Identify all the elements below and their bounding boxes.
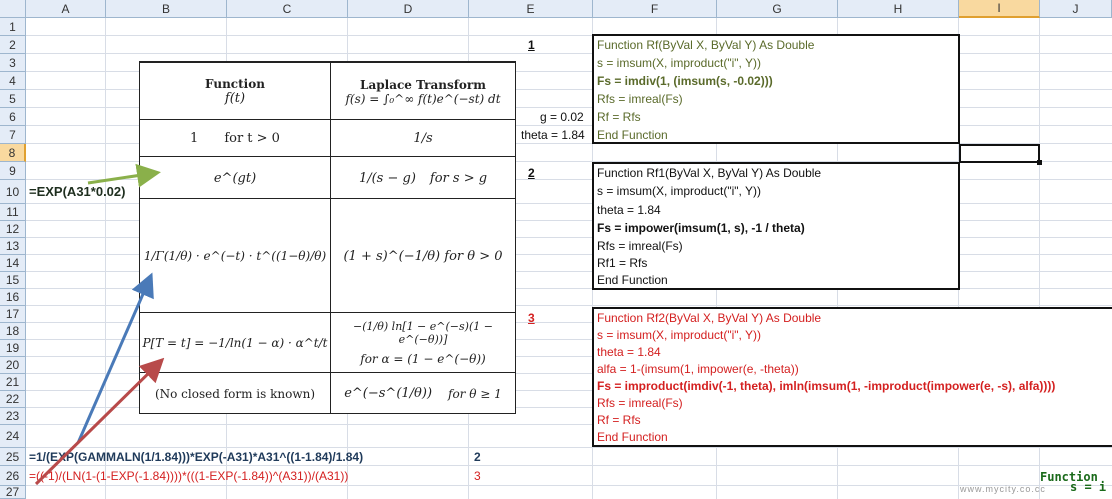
row1-transform: 1/s — [413, 131, 433, 146]
corner-code-line-2: s = i — [1070, 480, 1107, 494]
row4-function: P[T = t] = −1/ln(1 − α) · α^t/t — [142, 336, 328, 350]
row-header-16[interactable]: 16 — [0, 289, 26, 306]
row-header-2[interactable]: 2 — [0, 36, 26, 54]
code3-line-6: Rfs = imreal(Fs) — [597, 396, 683, 410]
col-header-f[interactable]: F — [593, 0, 717, 18]
row-header-11[interactable]: 11 — [0, 204, 26, 221]
code2-line-2: s = imsum(X, improduct("i", Y)) — [597, 184, 761, 198]
row-header-26[interactable]: 26 — [0, 466, 26, 486]
row5-transform: e^(−s^(1/θ)) — [344, 386, 433, 401]
code3-line-3: theta = 1.84 — [597, 345, 661, 359]
code1-line-5: Rf = Rfs — [597, 110, 641, 124]
code2-line-7: End Function — [597, 273, 668, 287]
row2-transform-cond: for s > g — [429, 170, 488, 186]
col-header-c[interactable]: C — [227, 0, 348, 18]
header-function-title: Function — [205, 77, 265, 91]
row-header-5[interactable]: 5 — [0, 90, 26, 108]
row-header-13[interactable]: 13 — [0, 238, 26, 255]
row-header-17[interactable]: 17 — [0, 306, 26, 323]
row-header-12[interactable]: 12 — [0, 221, 26, 238]
row-header-15[interactable]: 15 — [0, 272, 26, 289]
header-function-expr: f(t) — [224, 91, 246, 106]
code3-line-1: Function Rf2(ByVal X, ByVal Y) As Double — [597, 311, 822, 325]
corner-code-snippet — [1040, 470, 1106, 494]
row2-function: e^(gt) — [213, 170, 257, 186]
cell-e7-theta[interactable]: theta = 1.84 — [521, 128, 585, 142]
row-header-20[interactable]: 20 — [0, 357, 26, 374]
cell-e26-label[interactable]: 3 — [474, 469, 481, 483]
red-arrow — [36, 362, 160, 484]
row4-transform: −(1/θ) ln[1 − e^(−s)(1 − e^(−θ))] — [353, 320, 493, 346]
cell-e25-label[interactable]: 2 — [474, 450, 481, 464]
code2-line-4: Fs = impower(imsum(1, s), -1 / theta) — [597, 221, 805, 235]
row-header-9[interactable]: 9 — [0, 162, 26, 180]
green-arrow — [88, 173, 155, 183]
code1-line-2: s = imsum(X, improduct("i", Y)) — [597, 56, 761, 70]
row3-function: 1/Γ(1/θ) · e^(−t) · t^((1−θ)/θ) — [143, 249, 327, 263]
row-header-1[interactable]: 1 — [0, 18, 26, 36]
code3-line-7: Rf = Rfs — [597, 413, 641, 427]
code3-line-8: End Function — [597, 430, 668, 444]
col-header-e[interactable]: E — [469, 0, 593, 18]
row-header-8[interactable]: 8 — [0, 144, 26, 162]
col-header-j[interactable]: J — [1040, 0, 1112, 18]
row5-function: (No closed form is known) — [154, 386, 316, 401]
code1-line-6: End Function — [597, 128, 668, 142]
code1-line-1: Function Rf(ByVal X, ByVal Y) As Double — [597, 38, 815, 52]
row-header-4[interactable]: 4 — [0, 72, 26, 90]
code1-line-4: Rfs = imreal(Fs) — [597, 92, 683, 106]
row-header-7[interactable]: 7 — [0, 126, 26, 144]
cell-a25-formula[interactable]: =1/(EXP(GAMMALN(1/1.84)))*EXP(-A31)*A31^((1-1.84)/1.84) — [29, 450, 364, 464]
cell-e6-g[interactable]: g = 0.02 — [540, 110, 584, 124]
row-header-18[interactable]: 18 — [0, 323, 26, 340]
code2-line-1: Function Rf1(ByVal X, ByVal Y) As Double — [597, 166, 822, 180]
row-header-27[interactable]: 27 — [0, 486, 26, 499]
row-header-24[interactable]: 24 — [0, 425, 26, 448]
code3-line-5: Fs = improduct(imdiv(-1, theta), imln(imsum(1, -improduct(impower(e, -s), alfa)))) — [597, 379, 1056, 393]
cell-e2-label[interactable]: 1 — [528, 38, 535, 52]
row-header-19[interactable]: 19 — [0, 340, 26, 357]
cell-e17-label[interactable]: 3 — [528, 311, 535, 325]
code2-line-3: theta = 1.84 — [597, 203, 661, 217]
row1-function-cond: for t > 0 — [224, 131, 280, 146]
cell-a26-formula[interactable]: =((-1)/(LN(1-(1-EXP(-1.84))))*(((1-EXP(-1.84))^(A31))/(A31)) — [29, 469, 349, 483]
row4-transform-cond: for α = (1 − e^(−θ)) — [360, 352, 486, 366]
col-header-g[interactable]: G — [717, 0, 838, 18]
row1-function-one: 1 — [190, 131, 199, 146]
row3-transform: (1 + s)^(−1/θ) for θ > 0 — [343, 248, 503, 264]
row-header-6[interactable]: 6 — [0, 108, 26, 126]
code3-line-2: s = imsum(X, improduct("i", Y)) — [597, 328, 761, 342]
row-header-23[interactable]: 23 — [0, 408, 26, 425]
row-header-25[interactable]: 25 — [0, 448, 26, 466]
col-header-h[interactable]: H — [838, 0, 959, 18]
header-laplace-title: Laplace Transform — [360, 77, 486, 92]
watermark-text: www.mycity.co.cc — [960, 484, 1046, 494]
blue-arrow — [78, 278, 150, 443]
row-header-3[interactable]: 3 — [0, 54, 26, 72]
code3-line-4: alfa = 1-(imsum(1, impower(e, -theta)) — [597, 362, 799, 376]
code2-line-5: Rfs = imreal(Fs) — [597, 239, 683, 253]
col-header-d[interactable]: D — [348, 0, 469, 18]
row-header-21[interactable]: 21 — [0, 374, 26, 391]
row-header-10[interactable]: 10 — [0, 180, 26, 204]
row-header-14[interactable]: 14 — [0, 255, 26, 272]
row-header-22[interactable]: 22 — [0, 391, 26, 408]
row2-transform-frac: 1/(s − g) — [358, 170, 416, 186]
cell-e10-label[interactable]: 2 — [528, 166, 535, 180]
header-laplace-expr: f(s) = ∫₀^∞ f(t)e^(−st) dt — [345, 91, 501, 106]
code1-line-3: Fs = imdiv(1, (imsum(s, -0.02))) — [597, 74, 773, 88]
corner-code-line-1: Function — [1040, 470, 1098, 484]
col-header-b[interactable]: B — [106, 0, 227, 18]
code2-line-6: Rf1 = Rfs — [597, 256, 648, 270]
cell-a10-formula[interactable]: =EXP(A31*0.02) — [29, 184, 126, 199]
col-header-a[interactable]: A — [26, 0, 106, 18]
col-header-i[interactable]: I — [959, 0, 1040, 18]
row5-transform-cond: for θ ≥ 1 — [448, 386, 502, 401]
